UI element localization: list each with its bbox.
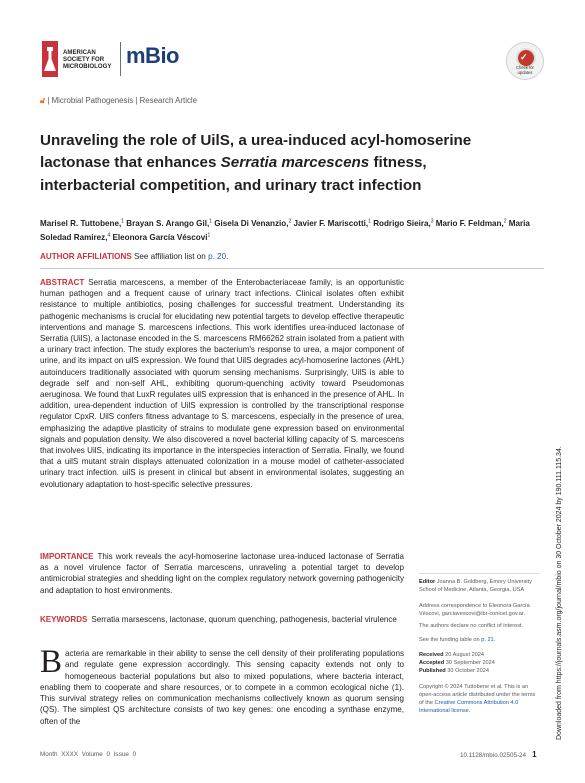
affiliations-label: AUTHOR AFFILIATIONS (40, 252, 132, 261)
abstract-text: Serratia marcescens, a member of the Enterobacteriaceae family, is an opportunistic human pathogen and a frequent cause of urinary tract infections. Clinical isolates often exhibit resistance to multiple antibiotics, posing challenges for successful treatment. Understanding its pathogenic mechanisms is crucial for elucidating new potential targets to develop effective therapeutic interventions and manage S. marcescens infections. This work identifies urea-induced lactonase of Serratia (UilS), a lactonase encoded in the S. marcescens RM66262 strain isolated from a patient with a urinary tract infection. The study explores the bacterium's response to urea, a major component of urine, and its impact on uilS expression. We found that UilS degrades acyl-homoserine lactones (AHL) autoinducers traditionally associated with quorum sensing mechanisms. Surprisingly, UilS is able to degrade self and non-self AHL, exhibiting quorum-quenching activity toward Pseudomonas aeruginosa. We found that LuxR regulates uilS expression that is enhanced in the presence of AHL. In addition, urea-dependent induction of UilS expression is controlled by the transcriptional response regulator CpxR. UilS confers fitness advantage to S. marcescens, especially in the presence of urea, emphasizing the adaptive plasticity of strains to modulate gene expression based on environmental signals and population density. We also discovered a novel bacterial killing capacity of S. marcescens that involves UilS, indicating its importance in the interspecies interaction of Serratia. Finally, we found that a uilS mutant strain displays attenuated colonization in a mouse model of catheter-associated urinary tract infection. uilS is present in clinical but absent in environmental isolates, suggesting an evolutionary adaptation to host-specific selective pressures. (40, 278, 404, 489)
society-name (63, 49, 111, 71)
society-line-1: AMERICAN (63, 49, 96, 56)
body-paragraph: acteria are remarkable in their ability to sense the cell density of their proliferating populations and regulate gene expression accordingly. This sensing capacity extends not only to homogeneous bacterial populations but also to mixed populations, where bacteria interact, enabling them to cooperate and share resources, or to compete in a common ecological niche (1). This survival strategy relies on communication mechanisms collectively known as quorum sensing (QS). The simplest QS architecture consists of two key genes: one encoding a synthase enzyme, often of the (40, 649, 404, 726)
author[interactable]: Marisel R. Tuttobene,$^1$ (40, 218, 125, 228)
author[interactable]: Mario F. Feldman,$^2$ (435, 218, 507, 228)
asm-flask-icon (40, 41, 60, 77)
author[interactable]: Brayan S. Arango Gil,$^1$ (126, 218, 212, 228)
check-for-updates-badge[interactable] (506, 42, 544, 80)
journal-logo[interactable]: mBio (126, 43, 179, 68)
keywords-label: KEYWORDS (40, 615, 88, 624)
society-line-3: MICROBIOLOGY (63, 63, 112, 71)
keywords-section (40, 614, 404, 625)
funding-page-link[interactable]: p. 21 (481, 637, 494, 643)
author[interactable]: Eleonora García Véscovi$^1$ (112, 232, 211, 243)
society-line-2: SOCIETY FOR (63, 56, 105, 64)
article-title: Unraveling the role of UilS, a urea-induced acyl-homoserine lactonase that enhances Serratia marcescens fitness, interbacterial competition, and urinary tract infection (40, 132, 472, 194)
body-intro (40, 644, 404, 727)
footer-doi (460, 750, 537, 759)
section-divider (40, 268, 544, 269)
importance-label: IMPORTANCE (40, 552, 94, 561)
sidebar-received: Received 20 August 2024 (419, 652, 485, 658)
author[interactable]: Maria Soledad Ramirez,$^4$ (40, 218, 530, 243)
sidebar-correspondence: Address correspondence to Eleonora García Véscovi, garciavescovi@ibr-conicet.gov.ar. (419, 603, 530, 617)
doi-link[interactable]: 10.1128/mbio.02505-24 (460, 752, 527, 759)
importance-text: This work reveals the acyl-homoserine lactonase urea-induced lactonase of Serratia as a novel virulence factor of Serratia marcescens, unraveling a potential target to develop antimicrobial strategies and shedding light on the complex regulatory network governing pathogenicity and adaptation to host environments. (40, 552, 404, 595)
sidebar-funding: See the funding table on p. 21. (419, 637, 496, 643)
check-badge-label: Check for updates (516, 65, 534, 75)
author-affiliations: AUTHOR AFFILIATIONS See affiliation list on p. 20. (40, 252, 229, 261)
sidebar-accepted: Accepted 30 September 2024 (419, 660, 495, 666)
category-text: | Microbial Pathogenesis | Research Article (47, 96, 198, 105)
download-notice: Downloaded from https://journals.asm.org/journal/mbio on 30 October 2024 by 190.111.115.34. (556, 446, 563, 740)
author[interactable]: Rodrigo Sieira,$^3$ (373, 218, 434, 228)
logo-divider (120, 42, 121, 76)
author[interactable]: Javier F. Mariscotti,$^1$ (293, 218, 371, 228)
sidebar-copyright: Copyright © 2024 Tuttobene et al. This is an open-access article distributed under the terms of the Creative Commons Attribution 4.0 International license. (419, 684, 536, 714)
license-link[interactable]: Creative Commons Attribution 4.0 International license (419, 700, 519, 714)
keywords-text: Serratia marsescens, lactonase, quorum quenching, pathogenesis, bacterial virulence (91, 615, 397, 624)
sidebar-editor: Editor Joanna B. Goldberg, Emory University School of Medicine, Atlanta, Georgia, USA (419, 579, 532, 593)
footer-issue: Month XXXX Volume 0 Issue 0 (40, 751, 137, 758)
sidebar-published: Published 30 October 2024 (419, 668, 489, 674)
drop-cap: B (40, 644, 63, 680)
asm-logo (40, 41, 115, 81)
page-number: 1 (532, 750, 537, 759)
abstract-label: ABSTRACT (40, 278, 85, 287)
sidebar-conflict: The authors declare no conflict of interest. (419, 623, 524, 629)
checkmark-icon: ✓ (520, 52, 528, 62)
open-access-icon: 🔓︎ (40, 96, 46, 105)
author-list (40, 215, 550, 244)
abstract (40, 277, 404, 490)
sidebar-divider (419, 573, 539, 574)
author[interactable]: Gisela Di Venanzio,$^2$ (214, 218, 292, 228)
importance-section (40, 551, 404, 596)
article-category (40, 96, 197, 106)
affiliation-page-link[interactable]: p. 20 (208, 252, 227, 261)
